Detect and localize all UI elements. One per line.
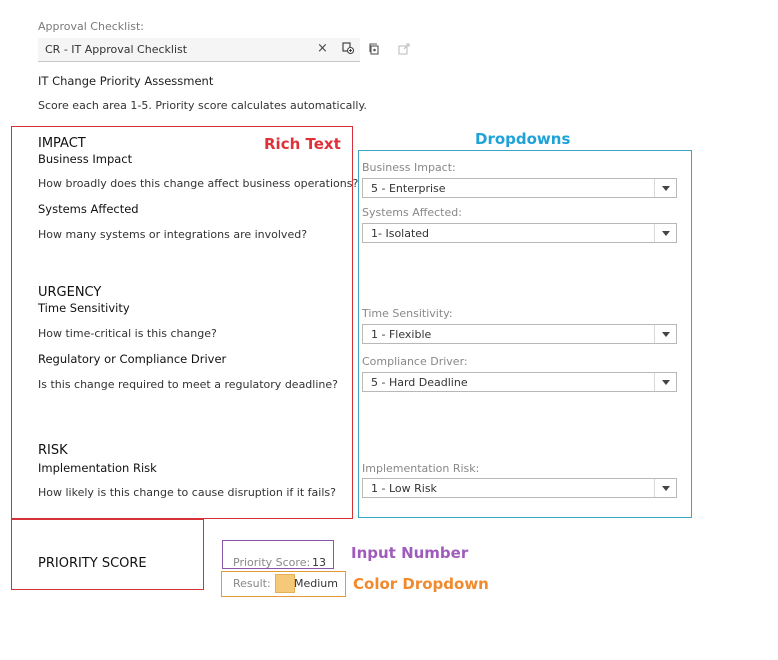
urgency-heading: URGENCY (38, 285, 102, 300)
implementation-risk-title: Implementation Risk (38, 461, 157, 475)
copy-icon[interactable] (368, 43, 380, 55)
time-sensitivity-dropdown-value: 1 - Flexible (371, 328, 432, 341)
business-impact-dropdown[interactable] (362, 178, 677, 198)
compliance-driver-dropdown-label: Compliance Driver: (362, 355, 468, 368)
compliance-driver-dropdown-value: 5 - Hard Deadline (371, 376, 468, 389)
input-number-annotation: Input Number (351, 544, 469, 562)
regulatory-driver-question: Is this change required to meet a regulatory deadline? (38, 378, 338, 391)
priority-score-input[interactable] (222, 540, 334, 569)
priority-score-value: 13 (312, 556, 326, 569)
priority-score-label: Priority Score: (233, 556, 311, 569)
compliance-driver-dropdown[interactable] (362, 372, 677, 392)
approval-checklist-field[interactable] (38, 38, 360, 62)
chevron-down-icon[interactable] (654, 373, 676, 391)
chevron-down-icon[interactable] (654, 224, 676, 242)
clear-icon[interactable]: × (317, 41, 328, 56)
systems-affected-question: How many systems or integrations are involved? (38, 228, 308, 241)
chevron-down-icon[interactable] (654, 325, 676, 343)
implementation-risk-dropdown[interactable] (362, 478, 677, 498)
systems-affected-title: Systems Affected (38, 202, 139, 216)
assessment-title: IT Change Priority Assessment (38, 74, 214, 88)
approval-checklist-label: Approval Checklist: (38, 20, 145, 33)
business-impact-dropdown-value: 5 - Enterprise (371, 182, 446, 195)
chevron-down-icon[interactable] (654, 179, 676, 197)
approval-checklist-value: CR - IT Approval Checklist (45, 43, 188, 56)
systems-affected-dropdown-label: Systems Affected: (362, 206, 462, 219)
time-sensitivity-title: Time Sensitivity (38, 301, 130, 315)
priority-score-region (11, 519, 204, 590)
implementation-risk-question: How likely is this change to cause disruption if it fails? (38, 486, 336, 499)
systems-affected-dropdown-value: 1- Isolated (371, 227, 430, 240)
implementation-risk-dropdown-value: 1 - Low Risk (371, 482, 437, 495)
export-icon[interactable] (398, 43, 410, 55)
result-label: Result: (233, 577, 271, 590)
time-sensitivity-dropdown-label: Time Sensitivity: (362, 307, 453, 320)
business-impact-title: Business Impact (38, 152, 133, 166)
systems-affected-dropdown[interactable] (362, 223, 677, 243)
result-color-dropdown[interactable] (221, 571, 346, 597)
business-impact-dropdown-label: Business Impact: (362, 161, 456, 174)
regulatory-driver-title: Regulatory or Compliance Driver (38, 352, 227, 366)
time-sensitivity-question: How time-critical is this change? (38, 327, 217, 340)
dropdowns-annotation: Dropdowns (475, 130, 571, 148)
chevron-down-icon[interactable] (654, 479, 676, 497)
implementation-risk-dropdown-label: Implementation Risk: (362, 462, 480, 475)
add-document-icon[interactable] (342, 42, 354, 54)
risk-heading: RISK (38, 443, 68, 458)
time-sensitivity-dropdown[interactable] (362, 324, 677, 344)
impact-heading: IMPACT (38, 136, 86, 151)
result-color-swatch (275, 574, 295, 593)
assessment-description: Score each area 1-5. Priority score calculates automatically. (38, 99, 367, 112)
color-dropdown-annotation: Color Dropdown (353, 575, 489, 593)
rich-text-annotation: Rich Text (264, 135, 341, 153)
result-value: Medium (294, 577, 338, 590)
priority-score-heading: PRIORITY SCORE (38, 556, 147, 571)
business-impact-question: How broadly does this change affect business operations? (38, 177, 359, 190)
